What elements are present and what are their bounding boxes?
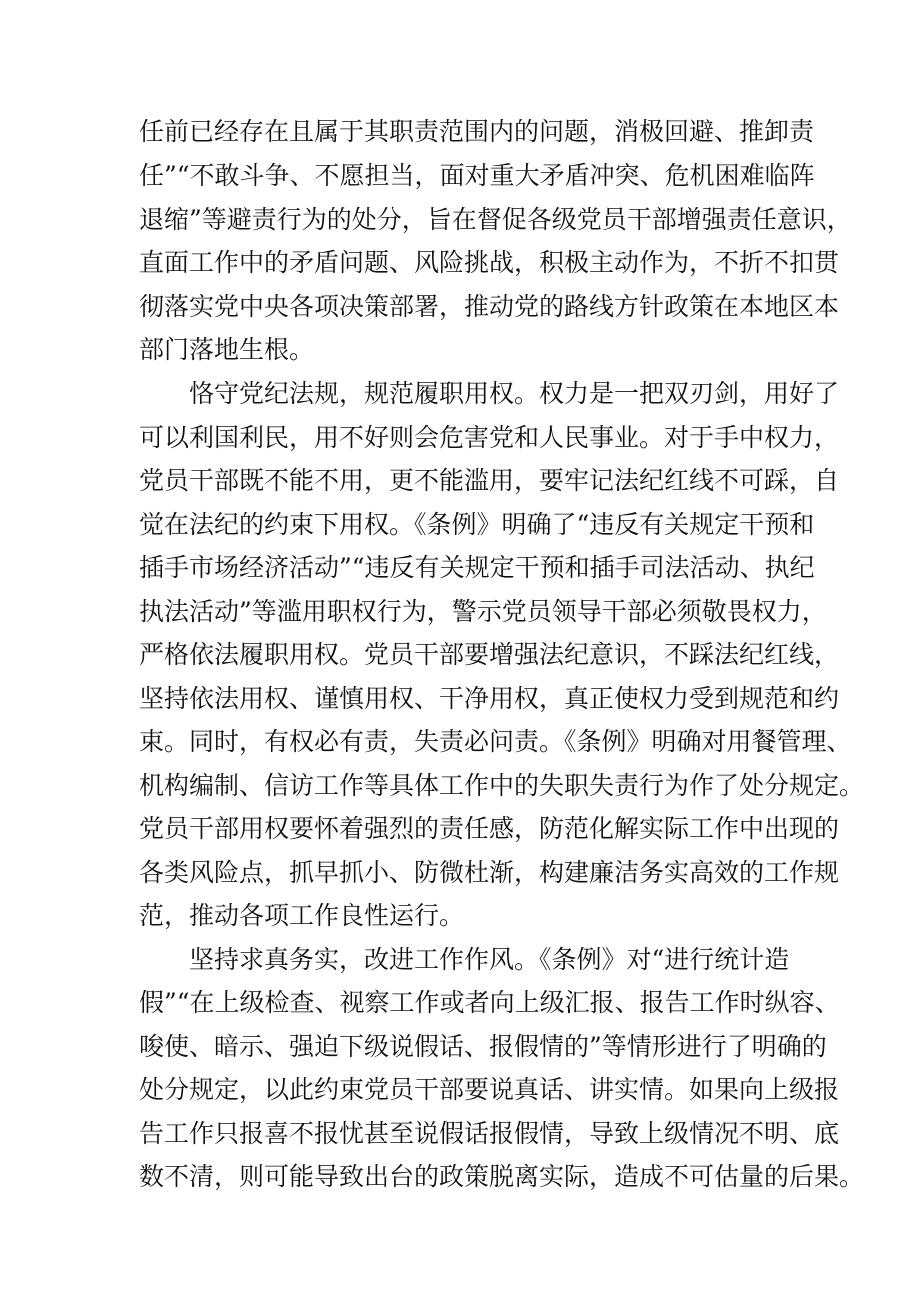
text-line: 严格依法履职用权。党员干部要增强法纪意识，不踩法纪红线，	[139, 640, 840, 669]
text-line: 束。同时，有权必有责，失责必问责。《条例》明确对用餐管理、	[139, 727, 852, 756]
text-line: 假”“在上级检查、视察工作或者向上级汇报、报告工作时纵容、	[139, 988, 840, 1017]
text-line: 插手市场经济活动”“违反有关规定干预和插手司法活动、执纪	[139, 553, 815, 582]
text-line: 唆使、暗示、强迫下级说假话、报假情的”等情形进行了明确的	[139, 1032, 827, 1061]
text-line: 告工作只报喜不报忧甚至说假话报假情，导致上级情况不明、底	[139, 1119, 840, 1148]
text-line: 可以利国利民，用不好则会危害党和人民事业。对于手中权力，	[139, 423, 840, 452]
text-line: 坚持依法用权、谨慎用权、干净用权，真正使权力受到规范和约	[139, 684, 840, 713]
text-line: 党员干部用权要怀着强烈的责任感，防范化解实际工作中出现的	[139, 814, 840, 843]
paragraph-first-line: 恪守党纪法规，规范履职用权。权力是一把双刃剑，用好了	[189, 379, 840, 408]
text-line: 范，推动各项工作良性运行。	[139, 901, 465, 930]
paragraph-first-line: 坚持求真务实，改进工作作风。《条例》对“进行统计造	[189, 945, 790, 974]
text-line: 觉在法纪的约束下用权。《条例》明确了“违反有关规定干预和	[139, 510, 815, 539]
text-line: 各类风险点，抓早抓小、防微杜渐，构建廉洁务实高效的工作规	[139, 858, 840, 887]
text-line: 彻落实党中央各项决策部署，推动党的路线方针政策在本地区本	[139, 292, 840, 321]
text-line: 数不清，则可能导致出台的政策脱离实际，造成不可估量的后果。	[139, 1162, 865, 1191]
text-line: 直面工作中的矛盾问题、风险挑战，积极主动作为，不折不扣贯	[139, 248, 840, 277]
text-line: 党员干部既不能不用，更不能滥用，要牢记法纪红线不可踩，自	[139, 466, 840, 495]
text-line: 机构编制、信访工作等具体工作中的失职失责行为作了处分规定。	[139, 771, 865, 800]
text-line: 部门落地生根。	[139, 335, 315, 364]
text-line: 退缩”等避责行为的处分，旨在督促各级党员干部增强责任意识，	[139, 205, 852, 234]
text-line: 任”“不敢斗争、不愿担当，面对重大矛盾冲突、危机困难临阵	[139, 161, 815, 190]
text-line: 执法活动”等滥用职权行为，警示党员领导干部必须敬畏权力，	[139, 597, 827, 626]
text-line: 任前已经存在且属于其职责范围内的问题，消极回避、推卸责	[139, 117, 815, 146]
text-line: 处分规定，以此约束党员干部要说真话、讲实情。如果向上级报	[139, 1075, 840, 1104]
